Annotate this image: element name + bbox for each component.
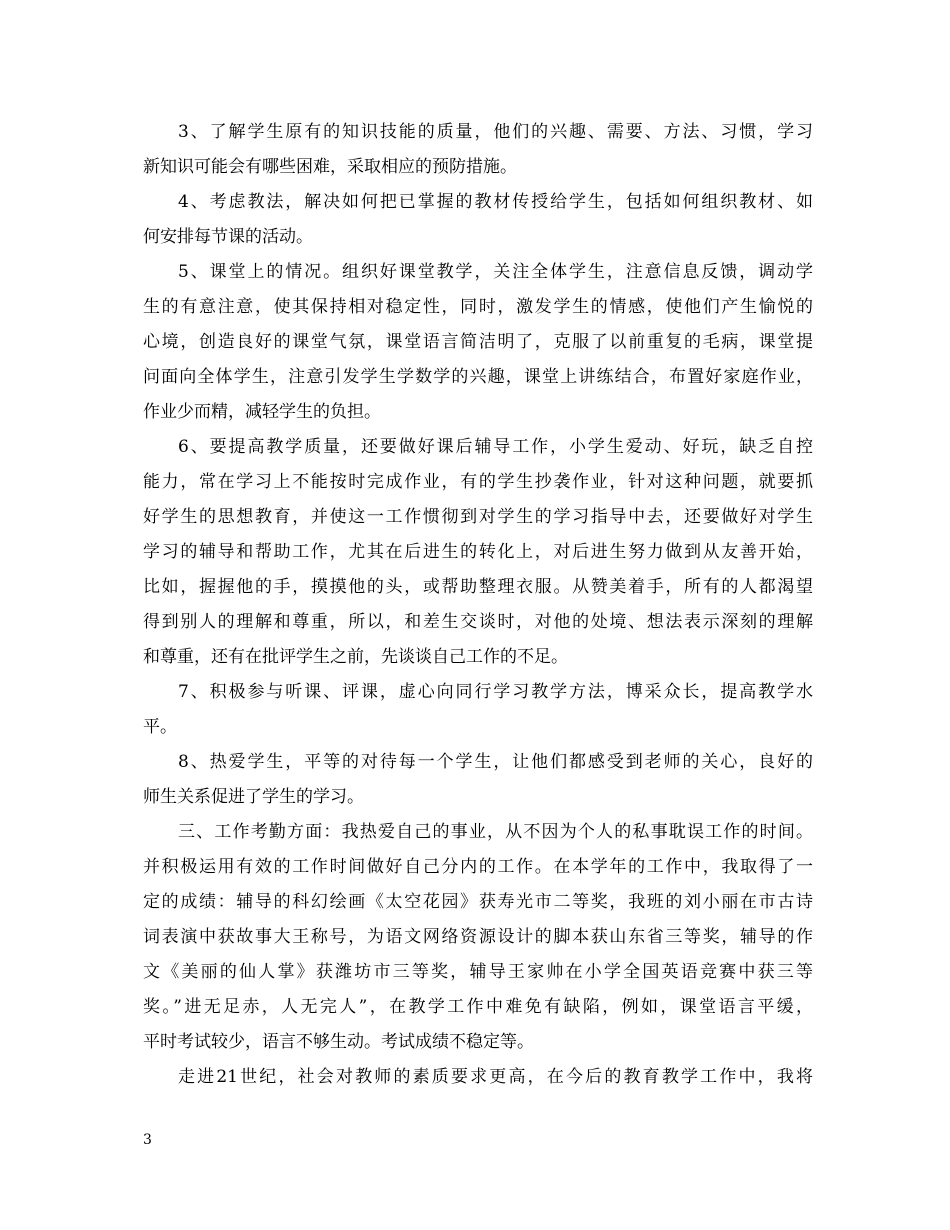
page-number: 3 bbox=[143, 1132, 152, 1148]
text-line: 和尊重，还有在批评学生之前，先谈谈自己工作的不足。 bbox=[143, 647, 568, 667]
text-line: 何安排每节课的活动。 bbox=[143, 227, 313, 247]
text-line: 新知识可能会有哪些困难，采取相应的预防措施。 bbox=[143, 157, 517, 177]
text-line: 定的成绩：辅导的科幻绘画《太空花园》获寿光市二等奖，我班的刘小丽在市古诗 bbox=[143, 892, 813, 912]
text-line: 词表演中获故事大王称号，为语文网络资源设计的脚本获山东省三等奖，辅导的作 bbox=[143, 927, 813, 947]
text-line: 奖。”进无足赤，人无完人”，在教学工作中难免有缺陷，例如，课堂语言平缓， bbox=[143, 997, 813, 1017]
text-line: 平时考试较少，语言不够生动。考试成绩不稳定等。 bbox=[143, 1032, 534, 1052]
text-line: 得到别人的理解和尊重，所以，和差生交谈时，对他的处境、想法表示深刻的理解 bbox=[143, 612, 813, 632]
text-line: 6、要提高教学质量，还要做好课后辅导工作，小学生爱动、好玩，缺乏自控 bbox=[178, 437, 813, 457]
text-line: 8、热爱学生，平等的对待每一个学生，让他们都感受到老师的关心，良好的 bbox=[178, 752, 813, 772]
text-line: 三、工作考勤方面：我热爱自己的事业，从不因为个人的私事耽误工作的时间。 bbox=[178, 822, 813, 842]
text-line: 问面向全体学生，注意引发学生学数学的兴趣，课堂上讲练结合，布置好家庭作业， bbox=[143, 367, 813, 387]
text-line: 生的有意注意，使其保持相对稳定性，同时，激发学生的情感，使他们产生愉悦的 bbox=[143, 297, 813, 317]
text-line: 并积极运用有效的工作时间做好自己分内的工作。在本学年的工作中，我取得了一 bbox=[143, 857, 813, 877]
text-line: 能力，常在学习上不能按时完成作业，有的学生抄袭作业，针对这种问题，就要抓 bbox=[143, 472, 813, 492]
text-line: 比如，握握他的手，摸摸他的头，或帮助整理衣服。从赞美着手，所有的人都渴望 bbox=[143, 577, 813, 597]
text-line: 平。 bbox=[143, 717, 177, 737]
text-line: 7、积极参与听课、评课，虚心向同行学习教学方法，博采众长，提高教学水 bbox=[178, 682, 813, 702]
text-line: 走进21世纪，社会对教师的素质要求更高，在今后的教育教学工作中，我将 bbox=[178, 1067, 813, 1087]
text-line: 心境，创造良好的课堂气氛，课堂语言简洁明了，克服了以前重复的毛病，课堂提 bbox=[143, 332, 813, 352]
text-line: 5、课堂上的情况。组织好课堂教学，关注全体学生，注意信息反馈，调动学 bbox=[178, 262, 813, 282]
text-line: 3、了解学生原有的知识技能的质量，他们的兴趣、需要、方法、习惯，学习 bbox=[178, 122, 813, 142]
text-line: 好学生的思想教育，并使这一工作惯彻到对学生的学习指导中去，还要做好对学生 bbox=[143, 507, 813, 527]
text-line: 作业少而精，减轻学生的负担。 bbox=[143, 402, 381, 422]
text-line: 师生关系促进了学生的学习。 bbox=[143, 787, 364, 807]
text-line: 4、考虑教法，解决如何把已掌握的教材传授给学生，包括如何组织教材、如 bbox=[178, 192, 813, 212]
text-line: 文《美丽的仙人掌》获潍坊市三等奖，辅导王家帅在小学全国英语竞赛中获三等 bbox=[143, 962, 813, 982]
text-line: 学习的辅导和帮助工作，尤其在后进生的转化上，对后进生努力做到从友善开始， bbox=[143, 542, 813, 562]
